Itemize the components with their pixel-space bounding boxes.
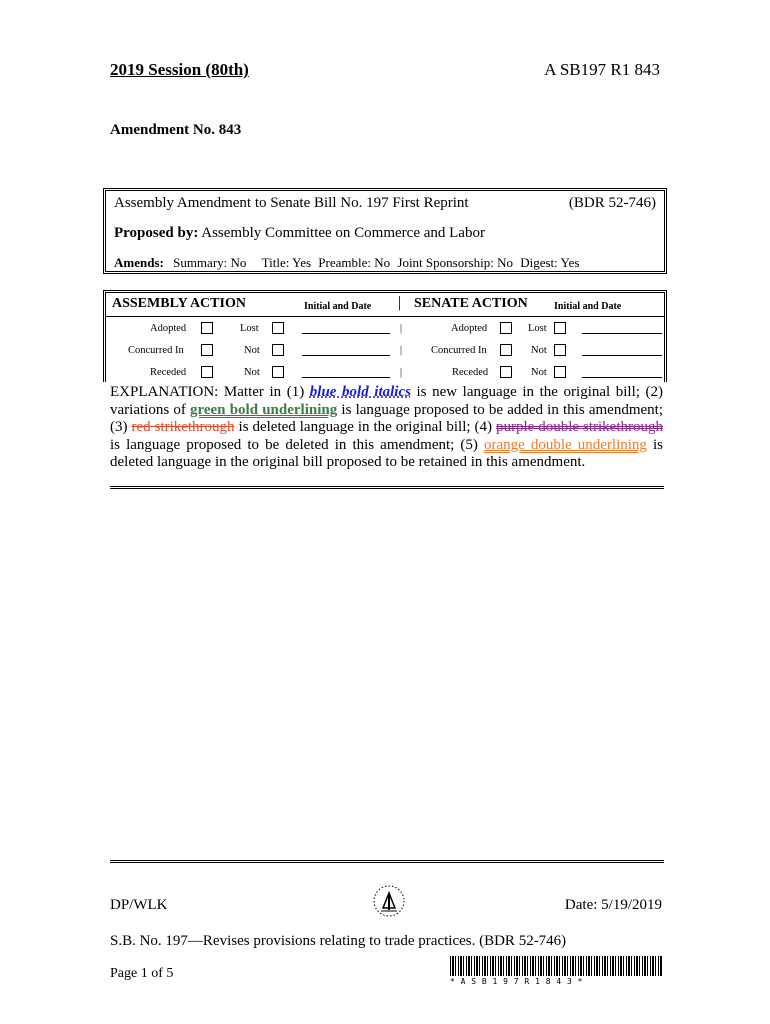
assembly-adopted-label: Adopted bbox=[150, 323, 187, 334]
explanation-text: EXPLANATION: Matter in (1) bbox=[110, 384, 310, 400]
row-separator: | bbox=[400, 367, 403, 378]
senate-not-label: Not bbox=[531, 367, 547, 378]
assembly-lost-label: Lost bbox=[240, 323, 259, 334]
assembly-receded-label: Receded bbox=[150, 367, 187, 378]
senate-adopted-checkbox[interactable] bbox=[500, 322, 512, 334]
senate-not-label: Not bbox=[531, 345, 547, 356]
assembly-not-label: Not bbox=[244, 345, 260, 356]
barcode-icon bbox=[450, 956, 662, 976]
amends-summary: Summary: No bbox=[173, 255, 247, 270]
assembly-action-title: ASSEMBLY ACTION bbox=[112, 296, 246, 311]
row-separator: | bbox=[400, 323, 403, 334]
senate-lost-label: Lost bbox=[528, 323, 547, 334]
senate-not-checkbox[interactable] bbox=[554, 366, 566, 378]
bdr-number: (BDR 52-746) bbox=[568, 195, 656, 211]
session-title: 2019 Session (80th) bbox=[110, 60, 249, 79]
senate-concurred-checkbox[interactable] bbox=[500, 344, 512, 356]
amendment-number: Amendment No. 843 bbox=[110, 122, 242, 138]
action-separator: | bbox=[398, 294, 402, 311]
assembly-adopted-checkbox[interactable] bbox=[201, 322, 213, 334]
assembly-receded-checkbox[interactable] bbox=[201, 366, 213, 378]
assembly-not-checkbox[interactable] bbox=[272, 366, 284, 378]
barcode-text: * A S B 1 9 7 R 1 8 4 3 * bbox=[450, 977, 583, 986]
assembly-not-checkbox[interactable] bbox=[272, 344, 284, 356]
senate-receded-label: Receded bbox=[452, 367, 489, 378]
explanation-divider bbox=[110, 486, 664, 489]
drafter-initials: DP/WLK bbox=[110, 897, 168, 913]
footer-divider bbox=[110, 860, 664, 863]
senate-initial-line[interactable] bbox=[582, 333, 662, 334]
green-underline-sample: green bold underlining bbox=[189, 401, 338, 418]
amendment-summary-box bbox=[103, 188, 667, 274]
purple-double-strikethrough-sample: purple double strikethrough bbox=[495, 419, 664, 436]
assembly-initial-date-label: Initial and Date bbox=[304, 301, 372, 312]
document-date: Date: 5/19/2019 bbox=[564, 897, 662, 913]
senate-initial-date-label: Initial and Date bbox=[554, 301, 622, 312]
senate-initial-line[interactable] bbox=[582, 355, 662, 356]
assembly-initial-line[interactable] bbox=[302, 333, 390, 334]
amends-joint-sponsorship: Joint Sponsorship: No bbox=[397, 255, 513, 270]
explanation-text: is deleted language in the original bill; (4) bbox=[234, 419, 496, 436]
amends-digest: Digest: Yes bbox=[520, 255, 580, 270]
page-number: Page 1 of 5 bbox=[110, 966, 174, 981]
explanation-text: is deleted language in the original bill proposed to be retained in this amendment. bbox=[110, 436, 663, 471]
senate-concurred-label: Concurred In bbox=[431, 345, 487, 356]
explanation-paragraph bbox=[110, 384, 663, 472]
row-separator: | bbox=[400, 345, 403, 356]
assembly-lost-checkbox[interactable] bbox=[272, 322, 284, 334]
senate-initial-line[interactable] bbox=[582, 377, 662, 378]
assembly-not-label: Not bbox=[244, 367, 260, 378]
bill-description: S.B. No. 197—Revises provisions relating to trade practices. (BDR 52-746) bbox=[110, 933, 567, 949]
proposed-by-value: Assembly Committee on Commerce and Labor bbox=[201, 225, 485, 241]
nevada-seal-icon bbox=[372, 884, 406, 923]
legislative-action-box bbox=[103, 290, 667, 382]
amendment-title: Assembly Amendment to Senate Bill No. 197 First Reprint bbox=[114, 195, 469, 211]
assembly-concurred-label: Concurred In bbox=[128, 345, 184, 356]
explanation-text: is language proposed to be added in this amendment; (3) bbox=[110, 401, 663, 436]
senate-action-title: SENATE ACTION bbox=[414, 296, 528, 311]
assembly-concurred-checkbox[interactable] bbox=[201, 344, 213, 356]
assembly-initial-line[interactable] bbox=[302, 355, 390, 356]
explanation-text: is language proposed to be deleted in this amendment; (5) bbox=[110, 436, 484, 453]
orange-double-underline-sample: orange double underlining bbox=[483, 436, 647, 453]
explanation-text: is new language in the original bill; (2) variations of bbox=[110, 384, 663, 418]
proposed-by-label: Proposed by: bbox=[114, 225, 199, 241]
blue-bold-italics-sample: blue bold italics bbox=[309, 384, 411, 400]
senate-adopted-label: Adopted bbox=[451, 323, 488, 334]
amends-preamble: Preamble: No bbox=[318, 255, 391, 270]
red-strikethrough-sample: red strikethrough bbox=[131, 419, 235, 436]
assembly-initial-line[interactable] bbox=[302, 377, 390, 378]
document-code: A SB197 R1 843 bbox=[544, 60, 660, 79]
senate-receded-checkbox[interactable] bbox=[500, 366, 512, 378]
amends-title: Title: Yes bbox=[261, 255, 312, 270]
senate-not-checkbox[interactable] bbox=[554, 344, 566, 356]
amends-label: Amends: bbox=[114, 255, 164, 270]
senate-lost-checkbox[interactable] bbox=[554, 322, 566, 334]
